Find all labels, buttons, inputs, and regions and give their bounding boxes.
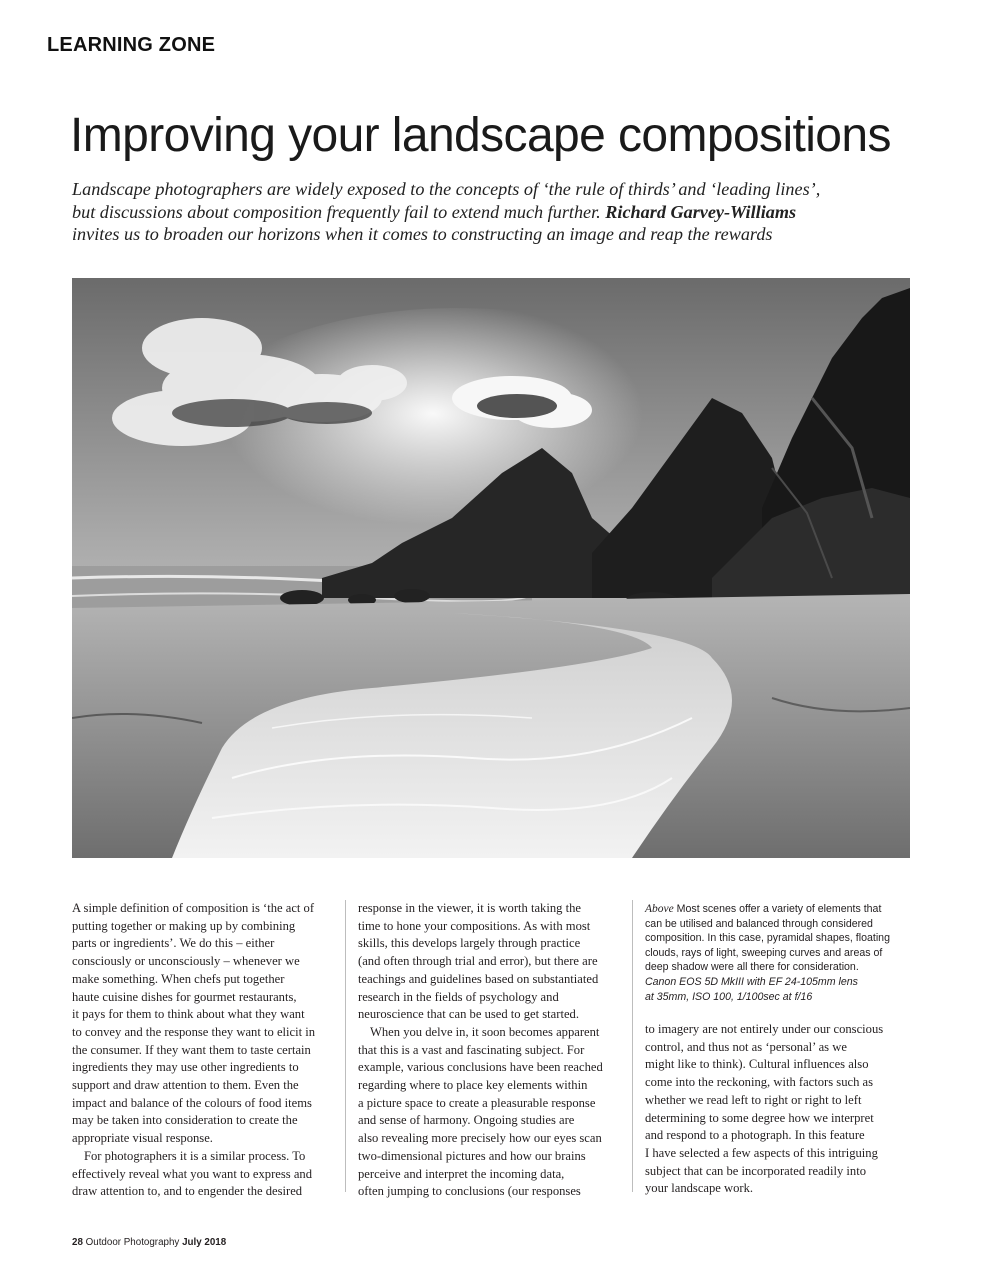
page-footer — [72, 1237, 226, 1248]
standfirst-text: but discussions about composition frequently fail to extend much further. — [72, 201, 606, 222]
issue-date: July 2018 — [182, 1237, 227, 1248]
body-line: skills, this develops largely through practice — [358, 936, 581, 951]
body-column-1 — [72, 900, 340, 1201]
body-line: subject that can be incorporated readily into — [645, 1163, 867, 1178]
body-line: response in the viewer, it is worth taking the — [358, 901, 581, 915]
body-line: consciously or unconsciously – whenever we — [72, 954, 300, 969]
body-line: your landscape work. — [645, 1181, 754, 1196]
body-line: time to hone your compositions. As with most — [358, 918, 591, 933]
seascape-photo-icon — [72, 278, 910, 858]
caption-label: Above — [645, 903, 674, 915]
body-line: haute cuisine dishes for gourmet restaurants, — [72, 989, 297, 1004]
body-line: and respond to a photograph. In this feature — [645, 1128, 865, 1143]
body-line: perceive and interpret the incoming data, — [358, 1166, 565, 1181]
magazine-name: Outdoor Photography — [85, 1237, 180, 1248]
body-line: to convey and the response they want to elicit in — [72, 1024, 316, 1039]
body-line: to imagery are not entirely under our conscious — [645, 1022, 884, 1036]
body-line: example, various conclusions have been reached — [358, 1060, 603, 1075]
caption-tech-line: Canon EOS 5D MkIII with EF 24-105mm lens — [645, 975, 858, 988]
body-line: whether we read left to right or right to left — [645, 1092, 862, 1107]
author-name: Richard Garvey-Williams — [605, 201, 797, 222]
column-divider — [632, 900, 633, 1192]
body-line: support and draw attention to them. Even the — [72, 1078, 299, 1093]
column-divider — [345, 900, 346, 1192]
body-line: ingredients they may use other ingredients to — [72, 1060, 299, 1075]
article-title: Improving your landscape compositions — [70, 109, 891, 162]
body-line: (and often through trial and error), but there are — [358, 954, 598, 969]
body-column-3 — [645, 1021, 913, 1198]
body-line: A simple definition of composition is ‘the act of — [72, 901, 315, 915]
landscape-photo — [72, 278, 910, 858]
body-column-2 — [358, 900, 626, 1201]
body-line: For photographers it is a similar process. To — [84, 1148, 306, 1163]
body-line: research in the fields of psychology and — [358, 989, 559, 1004]
photo-caption — [645, 902, 913, 1004]
body-line: two-dimensional pictures and how our brains — [358, 1148, 586, 1163]
body-line: often jumping to conclusions (our responses — [358, 1184, 581, 1199]
body-line: the consumer. If they want them to taste certain — [72, 1042, 311, 1057]
body-line: parts or ingredients’. We do this – either — [72, 936, 275, 951]
body-line: effectively reveal what you want to express and — [72, 1166, 313, 1181]
body-line: make something. When chefs put together — [72, 971, 285, 986]
caption-text: Most scenes offer a variety of elements that — [673, 903, 882, 915]
caption-line: composition. In this case, pyramidal shapes, floating — [645, 932, 890, 945]
body-line: a picture space to create a pleasurable response — [358, 1095, 596, 1110]
body-line: neuroscience that can be used to get started. — [358, 1007, 579, 1022]
body-line: I have selected a few aspects of this intriguing — [645, 1145, 878, 1160]
standfirst-line: invites us to broaden our horizons when it comes to constructing an image and reap the rewards — [72, 224, 773, 245]
body-line: might like to think). Cultural influences also — [645, 1057, 869, 1072]
body-line: appropriate visual response. — [72, 1131, 213, 1146]
caption-tech-line: at 35mm, ISO 100, 1/100sec at f/16 — [645, 990, 813, 1003]
body-line: When you delve in, it soon becomes apparent — [370, 1024, 600, 1039]
body-line: come into the reckoning, with factors such as — [645, 1075, 874, 1090]
caption-line: clouds, rays of light, sweeping curves and areas of — [645, 946, 883, 959]
body-line: determining to some degree how we interpret — [645, 1110, 874, 1125]
body-line: also revealing more precisely how our eyes scan — [358, 1131, 602, 1146]
body-line: draw attention to, and to engender the desired — [72, 1184, 303, 1199]
page-number: 28 — [72, 1237, 83, 1248]
body-line: it pays for them to think about what they want — [72, 1007, 305, 1022]
standfirst-line: Landscape photographers are widely exposed to the concepts of ‘the rule of thirds’ and ‘leading lines’, — [72, 179, 821, 199]
body-line: may be taken into consideration to create the — [72, 1113, 298, 1128]
body-line: putting together or making up by combining — [72, 918, 296, 933]
body-line: that this is a vast and fascinating subject. For — [358, 1042, 585, 1057]
caption-line: can be utilised and balanced through considered — [645, 917, 873, 930]
standfirst — [72, 178, 952, 246]
body-line: and sense of harmony. Ongoing studies are — [358, 1113, 575, 1128]
caption-line: deep shadow were all there for consideration. — [645, 961, 859, 974]
standfirst-line — [72, 201, 952, 224]
caption-line — [645, 902, 913, 917]
body-line: control, and thus not as ‘personal’ as we — [645, 1039, 847, 1054]
section-label: LEARNING ZONE — [47, 34, 216, 56]
body-line: regarding where to place key elements within — [358, 1078, 588, 1093]
body-line: teachings and guidelines based on substantiated — [358, 971, 599, 986]
body-line: impact and balance of the colours of food items — [72, 1095, 312, 1110]
